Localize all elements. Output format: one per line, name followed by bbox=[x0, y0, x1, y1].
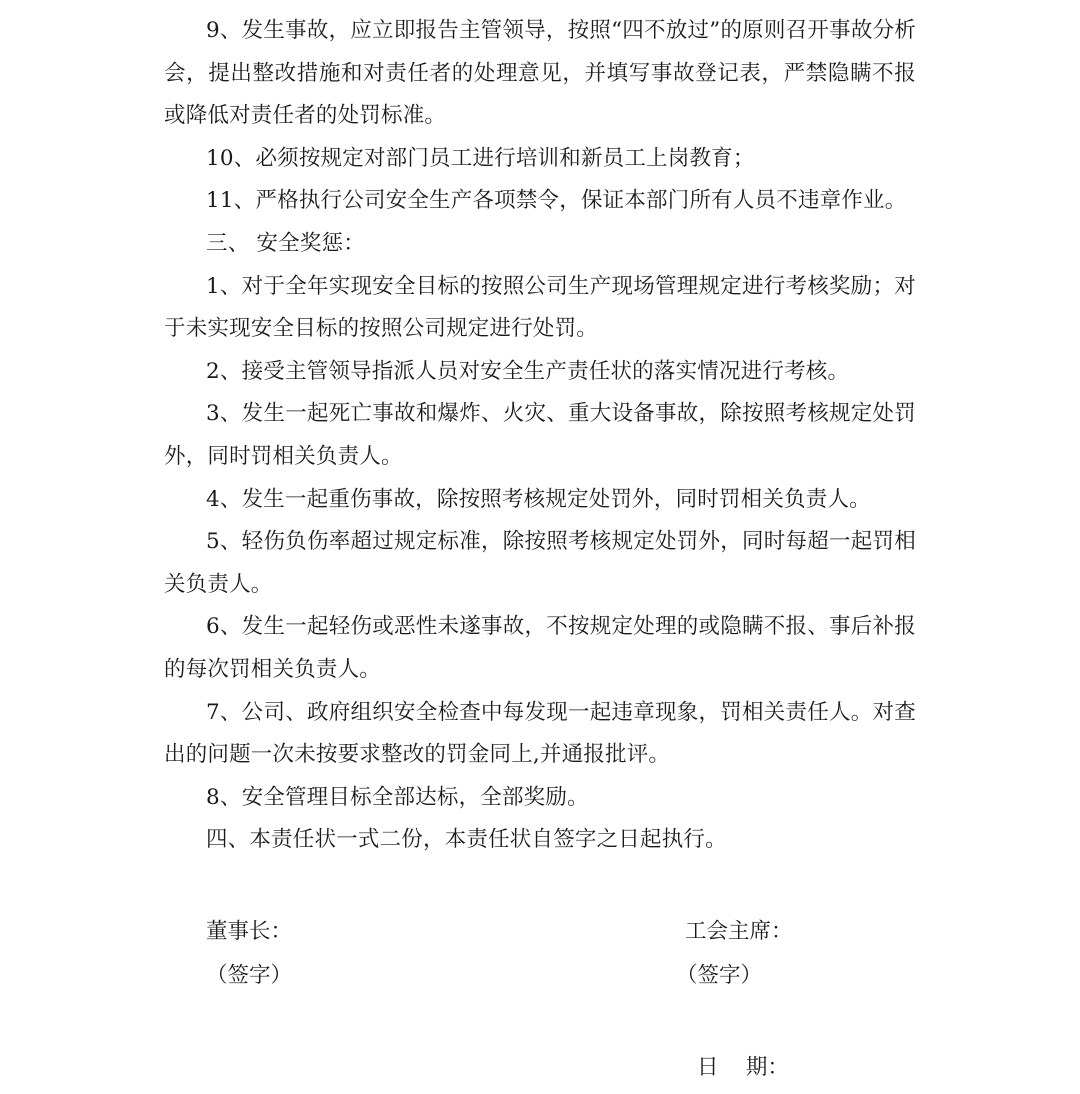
section-heading-rewards: 三、 安全奖惩： bbox=[206, 230, 365, 256]
paragraph-reward-7: 7、公司、政府组织安全检查中每发现一起违章现象，罚相关责任人。对查出的问题一次未按要求整改的罚金同上,并通报批评。 bbox=[164, 699, 916, 768]
paragraph-item-10: 10、必须按规定对部门员工进行培训和新员工上岗教育； bbox=[206, 145, 755, 171]
date-label: 日 期： bbox=[697, 1055, 789, 1080]
paragraph-item-11: 11、严格执行公司安全生产各项禁令，保证本部门所有人员不违章作业。 bbox=[206, 188, 907, 214]
paragraph-reward-5: 5、轻伤负伤率超过规定标准，除按照考核规定处罚外，同时每超一起罚相关负责人。 bbox=[164, 529, 916, 597]
union-chair-label: 工会主席： bbox=[685, 919, 793, 944]
section-execution-clause: 四、本责任状一式二份，本责任状自签字之日起执行。 bbox=[206, 827, 727, 853]
paragraph-reward-6: 6、发生一起轻伤或恶性未遂事故，不按规定处理的或隐瞒不报、事后补报的每次罚相关负责人。 bbox=[164, 614, 916, 682]
chairman-label: 董事长： bbox=[206, 919, 293, 944]
paragraph-item-9: 9、发生事故，应立即报告主管领导，按照“四不放过”的原则召开事故分析会，提出整改措施和对责任者的处理意见，并填写事故登记表，严禁隐瞒不报或降低对责任者的处罚标准。 bbox=[164, 18, 916, 129]
paragraph-reward-3: 3、发生一起死亡事故和爆炸、火灾、重大设备事故，除按照考核规定处罚外，同时罚相关负责人。 bbox=[164, 401, 916, 469]
paragraph-reward-4: 4、发生一起重伤事故，除按照考核规定处罚外，同时罚相关负责人。 bbox=[206, 486, 871, 512]
paragraph-reward-8: 8、安全管理目标全部达标，全部奖励。 bbox=[206, 784, 589, 810]
paragraph-reward-2: 2、接受主管领导指派人员对安全生产责任状的落实情况进行考核。 bbox=[206, 358, 850, 384]
union-chair-signature-field: （签字） bbox=[676, 963, 763, 988]
chairman-signature-field: （签字） bbox=[206, 963, 293, 988]
paragraph-reward-1: 1、对于全年实现安全目标的按照公司生产现场管理规定进行考核奖励；对于未实现安全目标的按照公司规定进行处罚。 bbox=[164, 273, 916, 342]
document-body bbox=[164, 10, 916, 862]
